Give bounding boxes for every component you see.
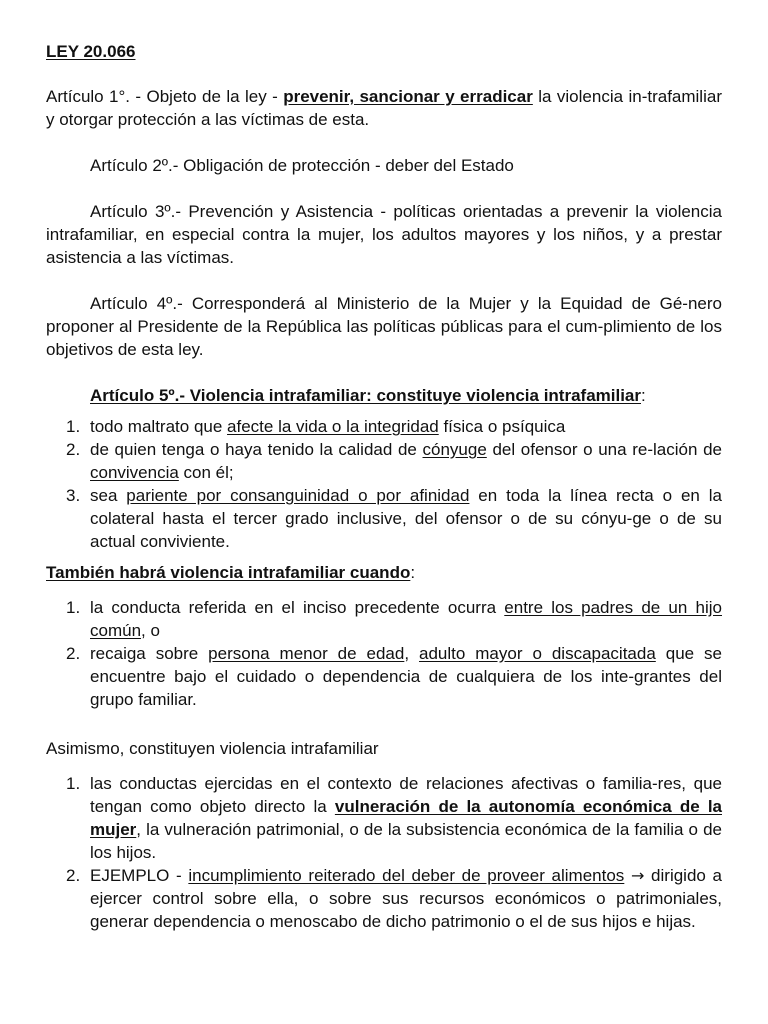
document-title: LEY 20.066	[46, 42, 136, 61]
article-1-emphasis: prevenir, sancionar y erradicar	[283, 87, 533, 106]
list-item: 2. de quien tenga o haya tenido la calidad de cónyuge del ofensor o una re-lación de convivencia con él;	[66, 440, 722, 482]
list-item: 2. recaiga sobre persona menor de edad, adulto mayor o discapacitada que se encuentre bajo el cuidado o dependencia de cualquiera de los inte-grantes del grupo familiar.	[66, 644, 722, 709]
list-item: 1. todo maltrato que afecte la vida o la integridad física o psíquica	[66, 417, 566, 436]
list-item: 1. las conductas ejercidas en el contexto de relaciones afectivas o familia-res, que tengan como objeto directo la vulneración de la autonomía económica de la mujer, la vulneración patrimonial, o de la subsistencia económica de la familia o de los hijos.	[66, 774, 722, 862]
tambien-list	[46, 596, 722, 711]
list-item: 2. EJEMPLO - incumplimiento reiterado del deber de proveer alimentos → dirigido a ejercer control sobre ella, o sobre sus recursos económicos o patrimoniales, generar dependencia o menoscabo de dicho patrimonio o el de sus hijos e hijas.	[66, 866, 722, 931]
asimismo-list	[46, 772, 722, 933]
list-item: 1. la conducta referida en el inciso precedente ocurra entre los padres de un hijo común, o	[66, 598, 722, 640]
article-2: Artículo 2º.- Obligación de protección - deber del Estado	[90, 156, 514, 175]
tambien-heading: También habrá violencia intrafamiliar cuando:	[46, 563, 416, 582]
list-item: 3. sea pariente por consanguinidad o por afinidad en toda la línea recta o en la colateral hasta el tercer grado inclusive, del ofensor o de su cónyu-ge o de su actual conviviente.	[66, 486, 722, 551]
article-4: Artículo 4º.- Corresponderá al Ministerio de la Mujer y la Equidad de Gé-nero proponer al Presidente de la República las políticas públicas para el cum-plimiento de los objetivos de esta ley.	[46, 294, 722, 359]
article-1: Artículo 1°. - Objeto de la ley - prevenir, sancionar y erradicar la violencia in-trafamiliar y otorgar protección a las víctimas de esta.	[46, 87, 722, 129]
asimismo-heading: Asimismo, constituyen violencia intrafamiliar	[46, 739, 379, 758]
article-5-heading: Artículo 5º.- Violencia intrafamiliar: constituye violencia intrafamiliar:	[90, 386, 646, 405]
article-5-list	[46, 415, 722, 553]
article-3: Artículo 3º.- Prevención y Asistencia - políticas orientadas a prevenir la violencia intrafamiliar, en especial contra la mujer, los adultos mayores y los niños, y a prestar asistencia a las víctimas.	[46, 202, 722, 267]
right-arrow-icon: →	[630, 866, 645, 885]
